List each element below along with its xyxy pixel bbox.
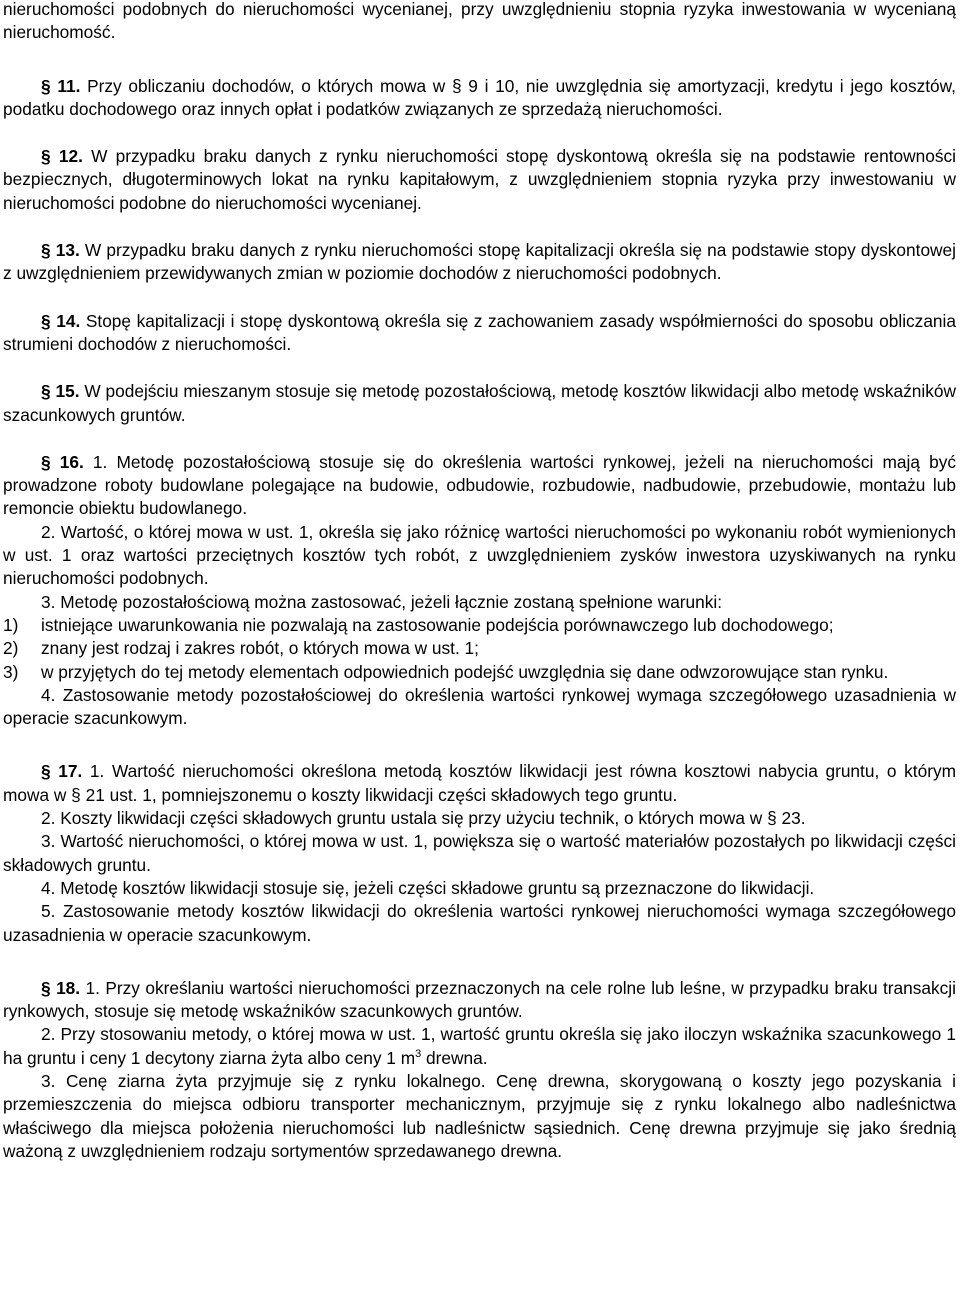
paragraph-12-text: W przypadku braku danych z rynku nieruchomości stopę dyskontową określa się na podstawie rentowności bezpiecznych, długoterminowych lokat na rynku kapitałowym, z uwzględnieniem stopnia ryzyka przy inwestowaniu w nieruchomości podobne do nieruchomości wycenianej. xyxy=(3,146,956,213)
paragraph-14-number: § 14. xyxy=(41,310,81,331)
paragraph-17-unit-5: 5. Zastosowanie metody kosztów likwidacji do określenia wartości rynkowej nieruchomości wymaga szczegółowego uzasadnienia w operacie szacunkowym. xyxy=(3,901,956,945)
paragraph-18-unit-2 xyxy=(3,1023,956,1070)
superscript-cubic: 3 xyxy=(415,1047,422,1060)
paragraph-18-unit-3: 3. Cenę ziarna żyta przyjmuje się z rynku lokalnego. Cenę drewna, skorygowaną o koszty jego pozyskania i przemieszczenia do miejsca odbioru transporter mechanicznym, przyjmuje się z rynku lokalnego albo nadleśnictwa właściwego dla miejsca położenia nieruchomości lub nadleśnictw sąsiednich. Cenę drewna przyjmuje się jako średnią ważoną z uwzględnieniem rodzaju sortymentów sprzedawanego drewna. xyxy=(3,1070,956,1161)
paragraph-18-unit-2-text: 2. Przy stosowaniu metody, o której mowa w ust. 1, wartość gruntu określa się jako iloczyn wskaźnika szacunkowego 1 ha gruntu i ceny 1 decytony ziarna żyta albo ceny 1 m xyxy=(3,1024,956,1068)
paragraph-16-unit-3: 3. Metodę pozostałościową można zastosować, jeżeli łącznie zostaną spełnione warunki: xyxy=(41,591,723,612)
list-item xyxy=(3,614,956,637)
paragraph-16-unit-1-text: 1. Metodę pozostałościową stosuje się do określenia wartości rynkowej, jeżeli na nieruchomości mają być prowadzone roboty budowlane polegające na budowie, odbudowie, rozbudowie, nadbudowie, przebudowie, montażu lub remoncie obiektu budowlanego. xyxy=(3,451,956,519)
paragraph-17-unit-1-text: 1. Wartość nieruchomości określona metodą kosztów likwidacji jest równa kosztowi nabycia gruntu, o którym mowa w § 21 ust. 1, pomniejszonemu o koszty likwidacji części składowych tego gruntu. xyxy=(3,761,956,805)
paragraph-12-number: § 12. xyxy=(41,146,83,167)
paragraph-18-unit-1-text: 1. Przy określaniu wartości nieruchomości przeznaczonych na cele rolne lub leśne, w przypadku braku transakcji rynkowych, stosuje się metodę wskaźników szacunkowych gruntów. xyxy=(3,977,956,1022)
list-item-number: 2) xyxy=(3,638,19,659)
paragraph-13-text: W przypadku braku danych z rynku nieruchomości stopę kapitalizacji określa się na podstawie stopy dyskontowej z uwzględnieniem przewidywanych zmian w poziomie dochodów z nieruchomości podobnych. xyxy=(3,240,956,284)
paragraph-16-number: § 16. xyxy=(41,451,84,472)
paragraph-14 xyxy=(3,310,956,357)
list-item-text: istniejące uwarunkowania nie pozwalają na zastosowanie podejścia porównawczego lub dochodowego; xyxy=(41,614,834,635)
paragraph-12 xyxy=(3,145,956,215)
paragraph-15 xyxy=(3,380,956,427)
list-item xyxy=(3,661,956,684)
list-item-text: w przyjętych do tej metody elementach odpowiednich podejść uwzględnia się dane odwzorowujące stan rynku. xyxy=(41,661,889,682)
paragraph-16-unit-2: 2. Wartość, o której mowa w ust. 1, określa się jako różnicę wartości nieruchomości po wykonaniu robót wymienionych w ust. 1 oraz wartości przeciętnych kosztów tych robót, z uwzględnieniem zysków inwestora uzyskiwanych na rynku nieruchomości podobnych. xyxy=(3,521,956,589)
paragraph-11-text: Przy obliczaniu dochodów, o których mowa w § 9 i 10, nie uwzględnia się amortyzacji, kredytu i jego kosztów, podatku dochodowego oraz innych opłat i podatków związanych ze sprzedażą nieruchomości. xyxy=(3,75,956,119)
paragraph-17-unit-3: 3. Wartość nieruchomości, o której mowa w ust. 1, powiększa się o wartość materiałów pozostałych po likwidacji części składowych gruntu. xyxy=(3,831,956,875)
paragraph-10-continuation: nieruchomości podobnych do nieruchomości wycenianej, przy uwzględnieniu stopnia ryzyka inwestowania w wycenianą nieruchomość. xyxy=(3,0,956,43)
list-item xyxy=(3,637,956,660)
paragraph-13 xyxy=(3,239,956,286)
list-item-number: 1) xyxy=(3,614,19,635)
paragraph-18-unit-2-end: drewna. xyxy=(421,1047,488,1068)
paragraph-17-unit-4: 4. Metodę kosztów likwidacji stosuje się, jeżeli części składowe gruntu są przeznaczone do likwidacji. xyxy=(41,877,815,898)
paragraph-17-unit-1 xyxy=(3,760,956,807)
paragraph-16-unit-4: 4. Zastosowanie metody pozostałościowej do określenia wartości rynkowej wymaga szczegółowego uzasadnienia w operacie szacunkowym. xyxy=(3,684,956,729)
paragraph-15-number: § 15. xyxy=(41,381,80,402)
list-item-text: znany jest rodzaj i zakres robót, o których mowa w ust. 1; xyxy=(41,638,479,659)
paragraph-17-number: § 17. xyxy=(41,761,83,782)
paragraph-18-unit-1 xyxy=(3,977,956,1024)
paragraph-16-unit-1 xyxy=(3,451,956,521)
paragraph-11-number: § 11. xyxy=(41,75,81,96)
paragraph-18-number: § 18. xyxy=(41,977,81,998)
paragraph-14-text: Stopę kapitalizacji i stopę dyskontową określa się z zachowaniem zasady współmierności do sposobu obliczania strumieni dochodów z nieruchomości. xyxy=(3,310,956,354)
list-item-number: 3) xyxy=(3,661,19,682)
paragraph-11 xyxy=(3,75,956,122)
paragraph-13-number: § 13. xyxy=(41,240,80,261)
paragraph-17-unit-2: 2. Koszty likwidacji części składowych gruntu ustala się przy użyciu technik, o których mowa w § 23. xyxy=(41,808,806,829)
paragraph-15-text: W podejściu mieszanym stosuje się metodę pozostałościową, metodę kosztów likwidacji albo metodę wskaźników szacunkowych gruntów. xyxy=(3,381,956,425)
